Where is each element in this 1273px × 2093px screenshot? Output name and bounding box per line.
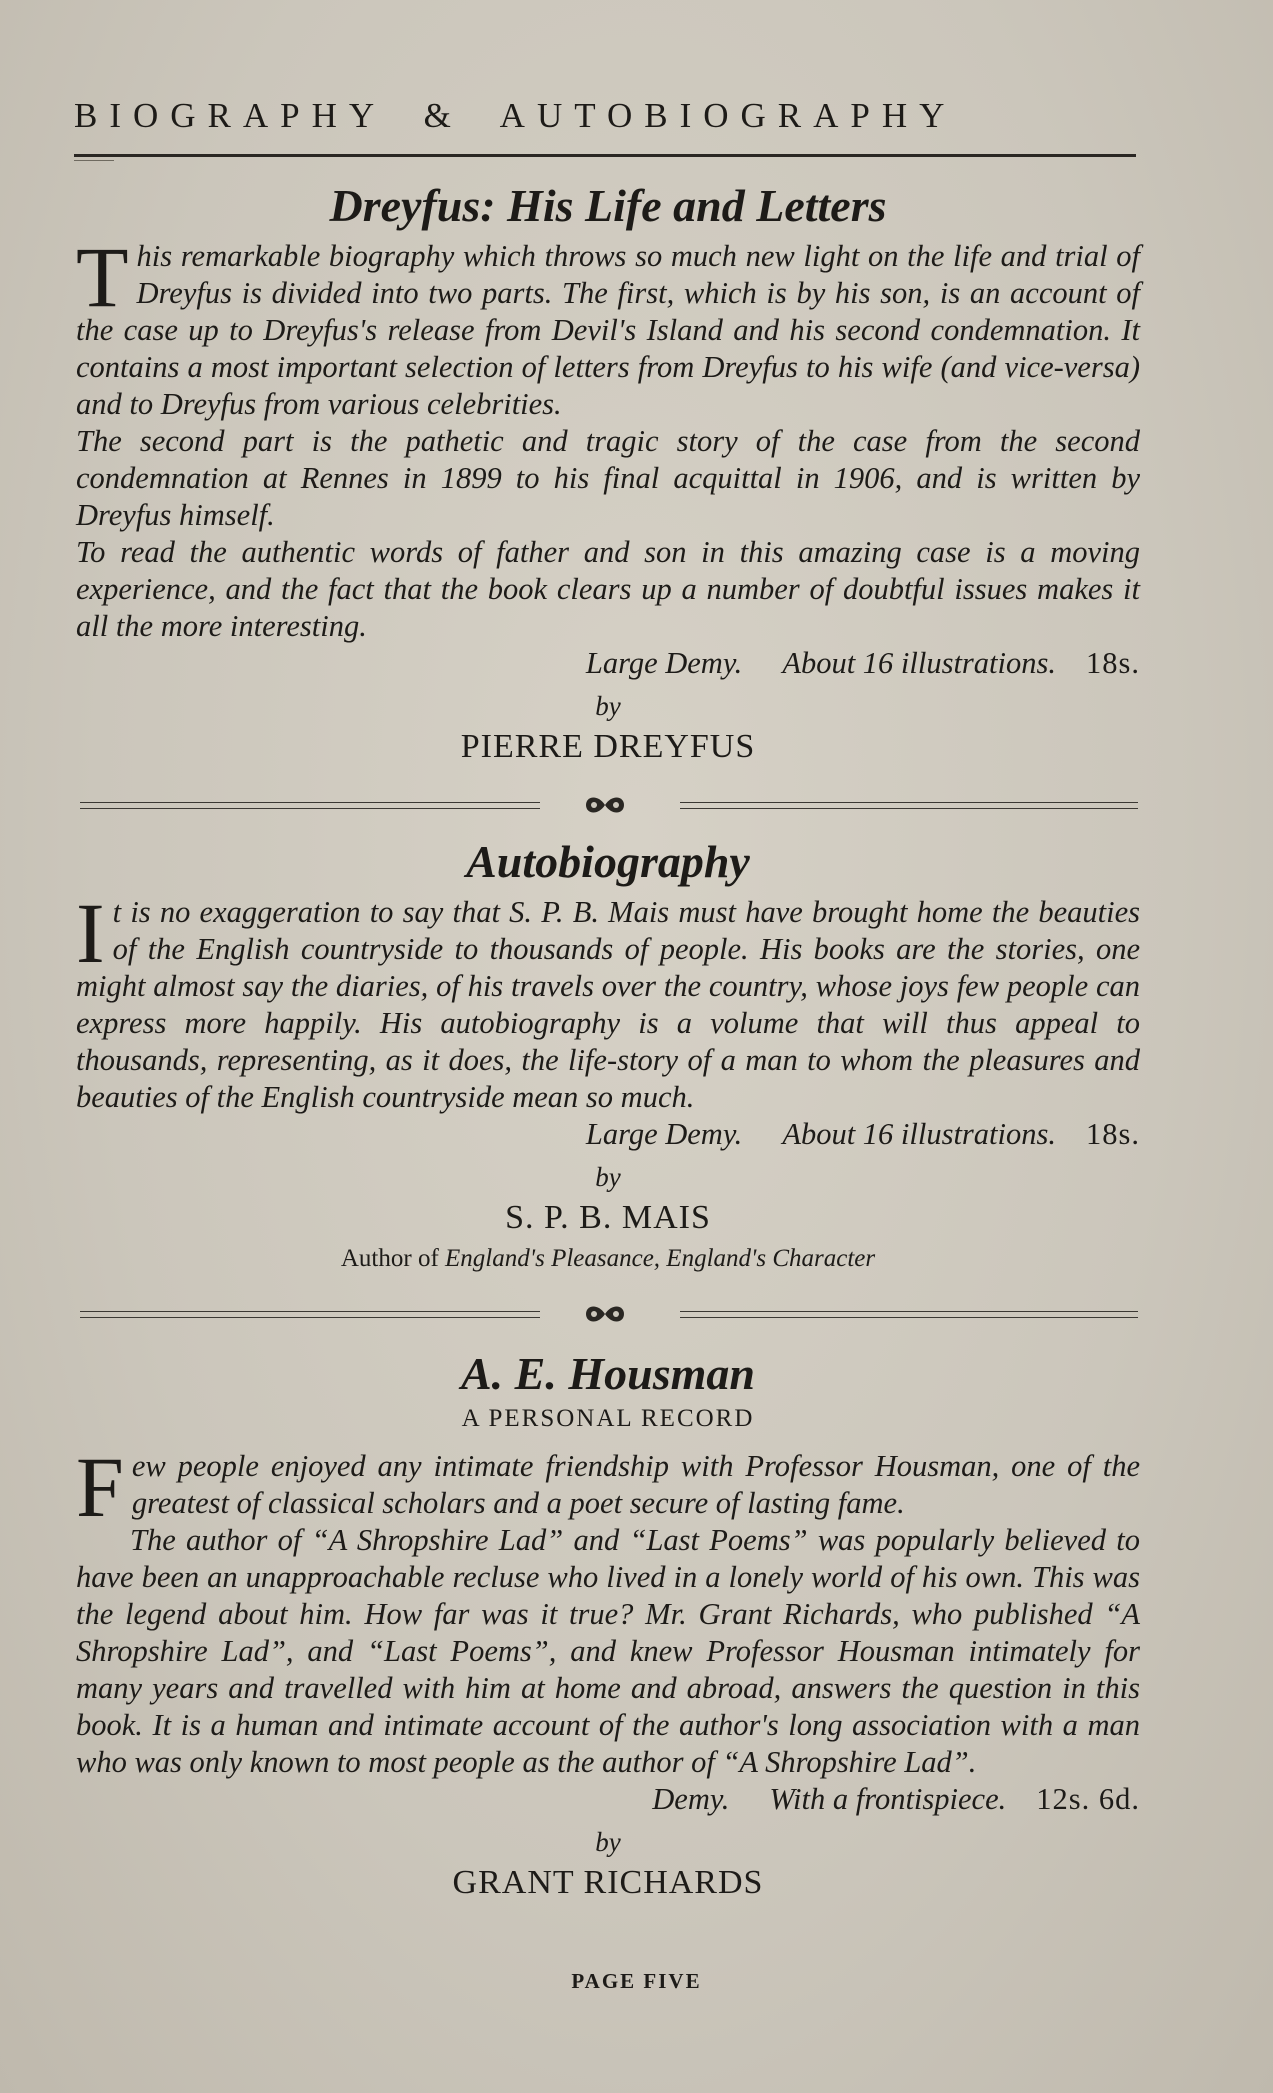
author-name: GRANT RICHARDS bbox=[452, 1864, 764, 1901]
drop-cap: F bbox=[76, 1439, 124, 1535]
book-description bbox=[76, 885, 1140, 1116]
paragraph: ew people enjoyed any intimate friendship with Professor Housman, one of the greatest of classical scholars and a poet secure of lasting fame. bbox=[131, 1449, 1140, 1520]
book-title: A. E. Housman bbox=[461, 1348, 755, 1399]
drop-cap: T bbox=[76, 229, 129, 325]
paragraph: t is no exaggeration to say that S. P. B. Mais must have brought home the beauties of the English countryside to thousands of people. His books are the stories, one might almost say the diaries, of his travels over the country, whose joys few people can express more happily. His autobiography is a volume that will thus appeal to thousands, representing, as it does, the life-story of a man to whom the pleasures and beauties of the English countryside mean so much. bbox=[76, 895, 1140, 1114]
paragraph: The second part is the pathetic and tragic story of the case from the second condemnation at Rennes in 1899 to his final acquittal in 1906, and is written by Dreyfus himself. bbox=[76, 424, 1140, 532]
book-description bbox=[76, 229, 1140, 645]
section-divider bbox=[80, 1305, 1138, 1327]
book-entry-housman bbox=[76, 1346, 1140, 1904]
illustrations: With a frontispiece. bbox=[769, 1782, 1007, 1816]
author-credit bbox=[76, 1241, 1140, 1277]
price-line bbox=[76, 1781, 1140, 1818]
price-line bbox=[76, 1116, 1140, 1153]
by-label: by bbox=[595, 691, 621, 721]
paragraph: To read the authentic words of father and son in this amazing case is a moving experience, and the fact that the book clears up a number of doubtful issues makes it all the more interesting. bbox=[76, 535, 1140, 643]
author-name: PIERRE DREYFUS bbox=[460, 728, 756, 765]
price: 18s. bbox=[1086, 646, 1140, 680]
format: Large Demy. bbox=[585, 646, 743, 680]
illustrations: About 16 illustrations. bbox=[782, 1117, 1056, 1151]
book-title: Autobiography bbox=[466, 836, 750, 887]
paragraph: The author of “A Shropshire Lad” and “Last Poems” was popularly believed to have been an unapproachable recluse who lived in a lonely world of his own. This was the legend about him. How far was it true? Mr. Grant Richards, who published “A Shropshire Lad”, and “Last Poems”, and knew Professor Housman intimately for many years and travelled with him at home and abroad, answers the question in this book. It is a human and intimate account of the author's long association with a man who was only known to most people as the author of “A Shropshire Lad”. bbox=[76, 1523, 1140, 1779]
price: 12s. 6d. bbox=[1036, 1782, 1140, 1816]
author-name: S. P. B. MAIS bbox=[505, 1199, 711, 1236]
drop-cap: I bbox=[76, 885, 105, 981]
section-divider bbox=[80, 796, 1138, 818]
fleuron-icon bbox=[580, 790, 630, 820]
fleuron-icon bbox=[580, 1299, 630, 1329]
book-entry-dreyfus bbox=[76, 178, 1140, 768]
format: Large Demy. bbox=[585, 1117, 743, 1151]
page-number: PAGE FIVE bbox=[571, 1969, 702, 1993]
credit-prefix: Author of bbox=[340, 1245, 439, 1272]
illustrations: About 16 illustrations. bbox=[782, 646, 1056, 680]
price-line bbox=[76, 645, 1140, 682]
book-entry-autobiography bbox=[76, 834, 1140, 1277]
format: Demy. bbox=[652, 1782, 730, 1816]
header-rule bbox=[74, 154, 1136, 157]
book-subtitle: A PERSONAL RECORD bbox=[461, 1405, 755, 1432]
section-header: BIOGRAPHY & AUTOBIOGRAPHY bbox=[74, 96, 957, 135]
credit-works: England's Pleasance, England's Character bbox=[445, 1245, 876, 1272]
book-title: Dreyfus: His Life and Letters bbox=[329, 180, 887, 231]
by-label: by bbox=[595, 1827, 621, 1857]
book-description bbox=[76, 1439, 1140, 1781]
price: 18s. bbox=[1086, 1117, 1140, 1151]
by-label: by bbox=[595, 1162, 621, 1192]
header-rule-accent bbox=[74, 160, 114, 161]
paragraph: his remarkable biography which throws so much new light on the life and trial of Dreyfus is divided into two parts. The first, which is by his son, is an account of the case up to Dreyfus's release from Devil's Island and his second condemnation. It contains a most important selection of letters from Dreyfus to his wife (and vice-versa) and to Dreyfus from various celebrities. bbox=[76, 239, 1140, 421]
